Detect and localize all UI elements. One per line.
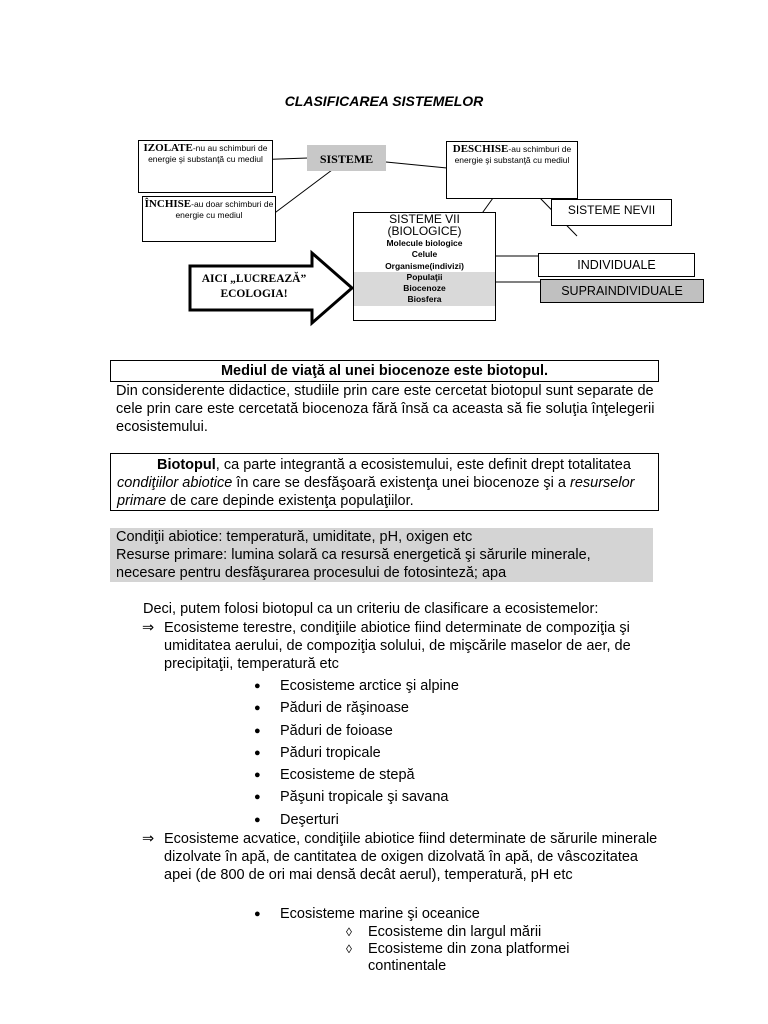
- level-populatii: Populaţii: [406, 271, 443, 282]
- level-celule: Celule: [411, 249, 438, 260]
- inchise-label: ÎNCHISE: [144, 198, 192, 210]
- individuale-label: INDIVIDUALE: [577, 258, 656, 272]
- sisteme-nevii-label: SISTEME NEVII: [567, 203, 656, 217]
- deschise-box: [446, 141, 578, 199]
- sisteme-nevii-box: [551, 199, 672, 226]
- izolate-box: [138, 140, 273, 193]
- implies-arrow-icon: ⇒: [142, 620, 155, 636]
- terrestrial-text: Ecosisteme terestre, condiţiile abiotice fiind determinate de compoziţia şi umiditatea aerului, de compoziţia solului, de mişcările maselor de aer, de precipitaţii, temperatură etc: [164, 620, 631, 672]
- biotop-heading: Mediul de viaţă al unei biocenoze este biotopul.: [220, 363, 549, 379]
- aquatic-sublist: [346, 924, 606, 975]
- aici-line1: AICI „LUCREAZĂ”: [201, 273, 307, 285]
- level-biocenoze: Biocenoze: [403, 283, 446, 294]
- list-item: ● Ecosisteme marine şi oceanice: [254, 905, 480, 927]
- biotop-def-italic2: resurselor primare: [117, 475, 635, 509]
- inchise-text: -au doar schimburi de energie cu mediul: [175, 199, 274, 220]
- sisteme-label: SISTEME: [319, 152, 374, 166]
- sisteme-box: [307, 145, 386, 171]
- supraindividuale-box: [540, 279, 704, 303]
- sisteme-vii-box: [353, 212, 496, 321]
- level-organisme: Organisme(indivizi): [385, 260, 464, 271]
- page-title: CLASIFICAREA SISTEMELOR: [284, 93, 484, 109]
- list-item: ● Păduri de foioase: [254, 722, 459, 744]
- level-molecule: Molecule biologice: [386, 238, 463, 248]
- sisteme-vii-subtitle: (BIOLOGICE): [387, 224, 462, 238]
- biotop-definition-box: [110, 453, 659, 511]
- biotop-def-part2: în care se desfăşoară existenţa unei biocenoze şi a: [232, 475, 570, 491]
- aici-arrow-label: [196, 272, 312, 302]
- biotop-def-part3: de care depinde existenţa populaţiilor.: [166, 493, 414, 509]
- list-item: ◊ Ecosisteme din zona platformei continentale: [346, 941, 606, 975]
- deschise-text: -au schimburi de energie şi substanţă cu mediul: [454, 144, 572, 165]
- list-item: ● Ecosisteme de stepă: [254, 766, 459, 788]
- primary-resources: Resurse primare: lumina solară ca resursă energetică şi sărurile minerale, necesare pentru desfăşurarea procesului de fotosinteză; apa: [116, 547, 591, 581]
- abiotic-conditions: Condiţii abiotice: temperatură, umiditate, pH, oxigen etc: [116, 529, 473, 545]
- aquatic-text: Ecosisteme acvatice, condiţiile abiotice fiind determinate de sărurile minerale dizolvate în apă, de cantitatea de oxigen dizolvată în apă, de vâscozitatea apei (de 800 de ori mai densă decât aerul), temperatură, pH etc: [164, 831, 658, 883]
- list-item: ● Deşerturi: [254, 811, 459, 833]
- list-item: ◊ Ecosisteme din largul mării: [346, 924, 606, 941]
- inchise-box: [142, 196, 276, 242]
- implies-arrow-icon: ⇒: [142, 831, 155, 847]
- biotop-def-part1: , ca parte integrantă a ecosistemului, este definit drept totalitatea: [215, 457, 631, 473]
- biotop-term: Biotopul: [157, 457, 216, 473]
- individuale-box: [538, 253, 695, 277]
- level-biosfera: Biosfera: [407, 294, 442, 305]
- terrestrial-list: [254, 677, 459, 833]
- izolate-text: -nu au schimburi de energie şi substanţă cu mediul: [148, 143, 268, 164]
- aici-line2: ECOLOGIA!: [220, 288, 288, 300]
- biotop-heading-box: [110, 360, 659, 382]
- list-item: ● Păduri tropicale: [254, 744, 459, 766]
- list-item: ● Păduri de răşinoase: [254, 699, 459, 721]
- biotop-def-italic1: condiţiilor abiotice: [117, 475, 233, 491]
- list-item: ● Păşuni tropicale şi savana: [254, 788, 459, 810]
- didactic-paragraph: Din considerente didactice, studiile prin care este cercetat biotopul sunt separate de cele prin care este cercetată biocenoza fără însă ca aceasta să fie soluţia înţelegerii ecosistemului.: [116, 383, 655, 435]
- supraindividuale-label: SUPRAINDIVIDUALE: [561, 284, 683, 298]
- list-item: ● Ecosisteme arctice şi alpine: [254, 677, 459, 699]
- sisteme-vii-title: SISTEME VII: [389, 212, 460, 226]
- izolate-label: IZOLATE: [143, 142, 193, 154]
- abiotic-resources-box: [110, 528, 653, 582]
- intro-sentence: Deci, putem folosi biotopul ca un criteriu de clasificare a ecosistemelor:: [143, 601, 599, 617]
- deschise-label: DESCHISE: [452, 143, 509, 155]
